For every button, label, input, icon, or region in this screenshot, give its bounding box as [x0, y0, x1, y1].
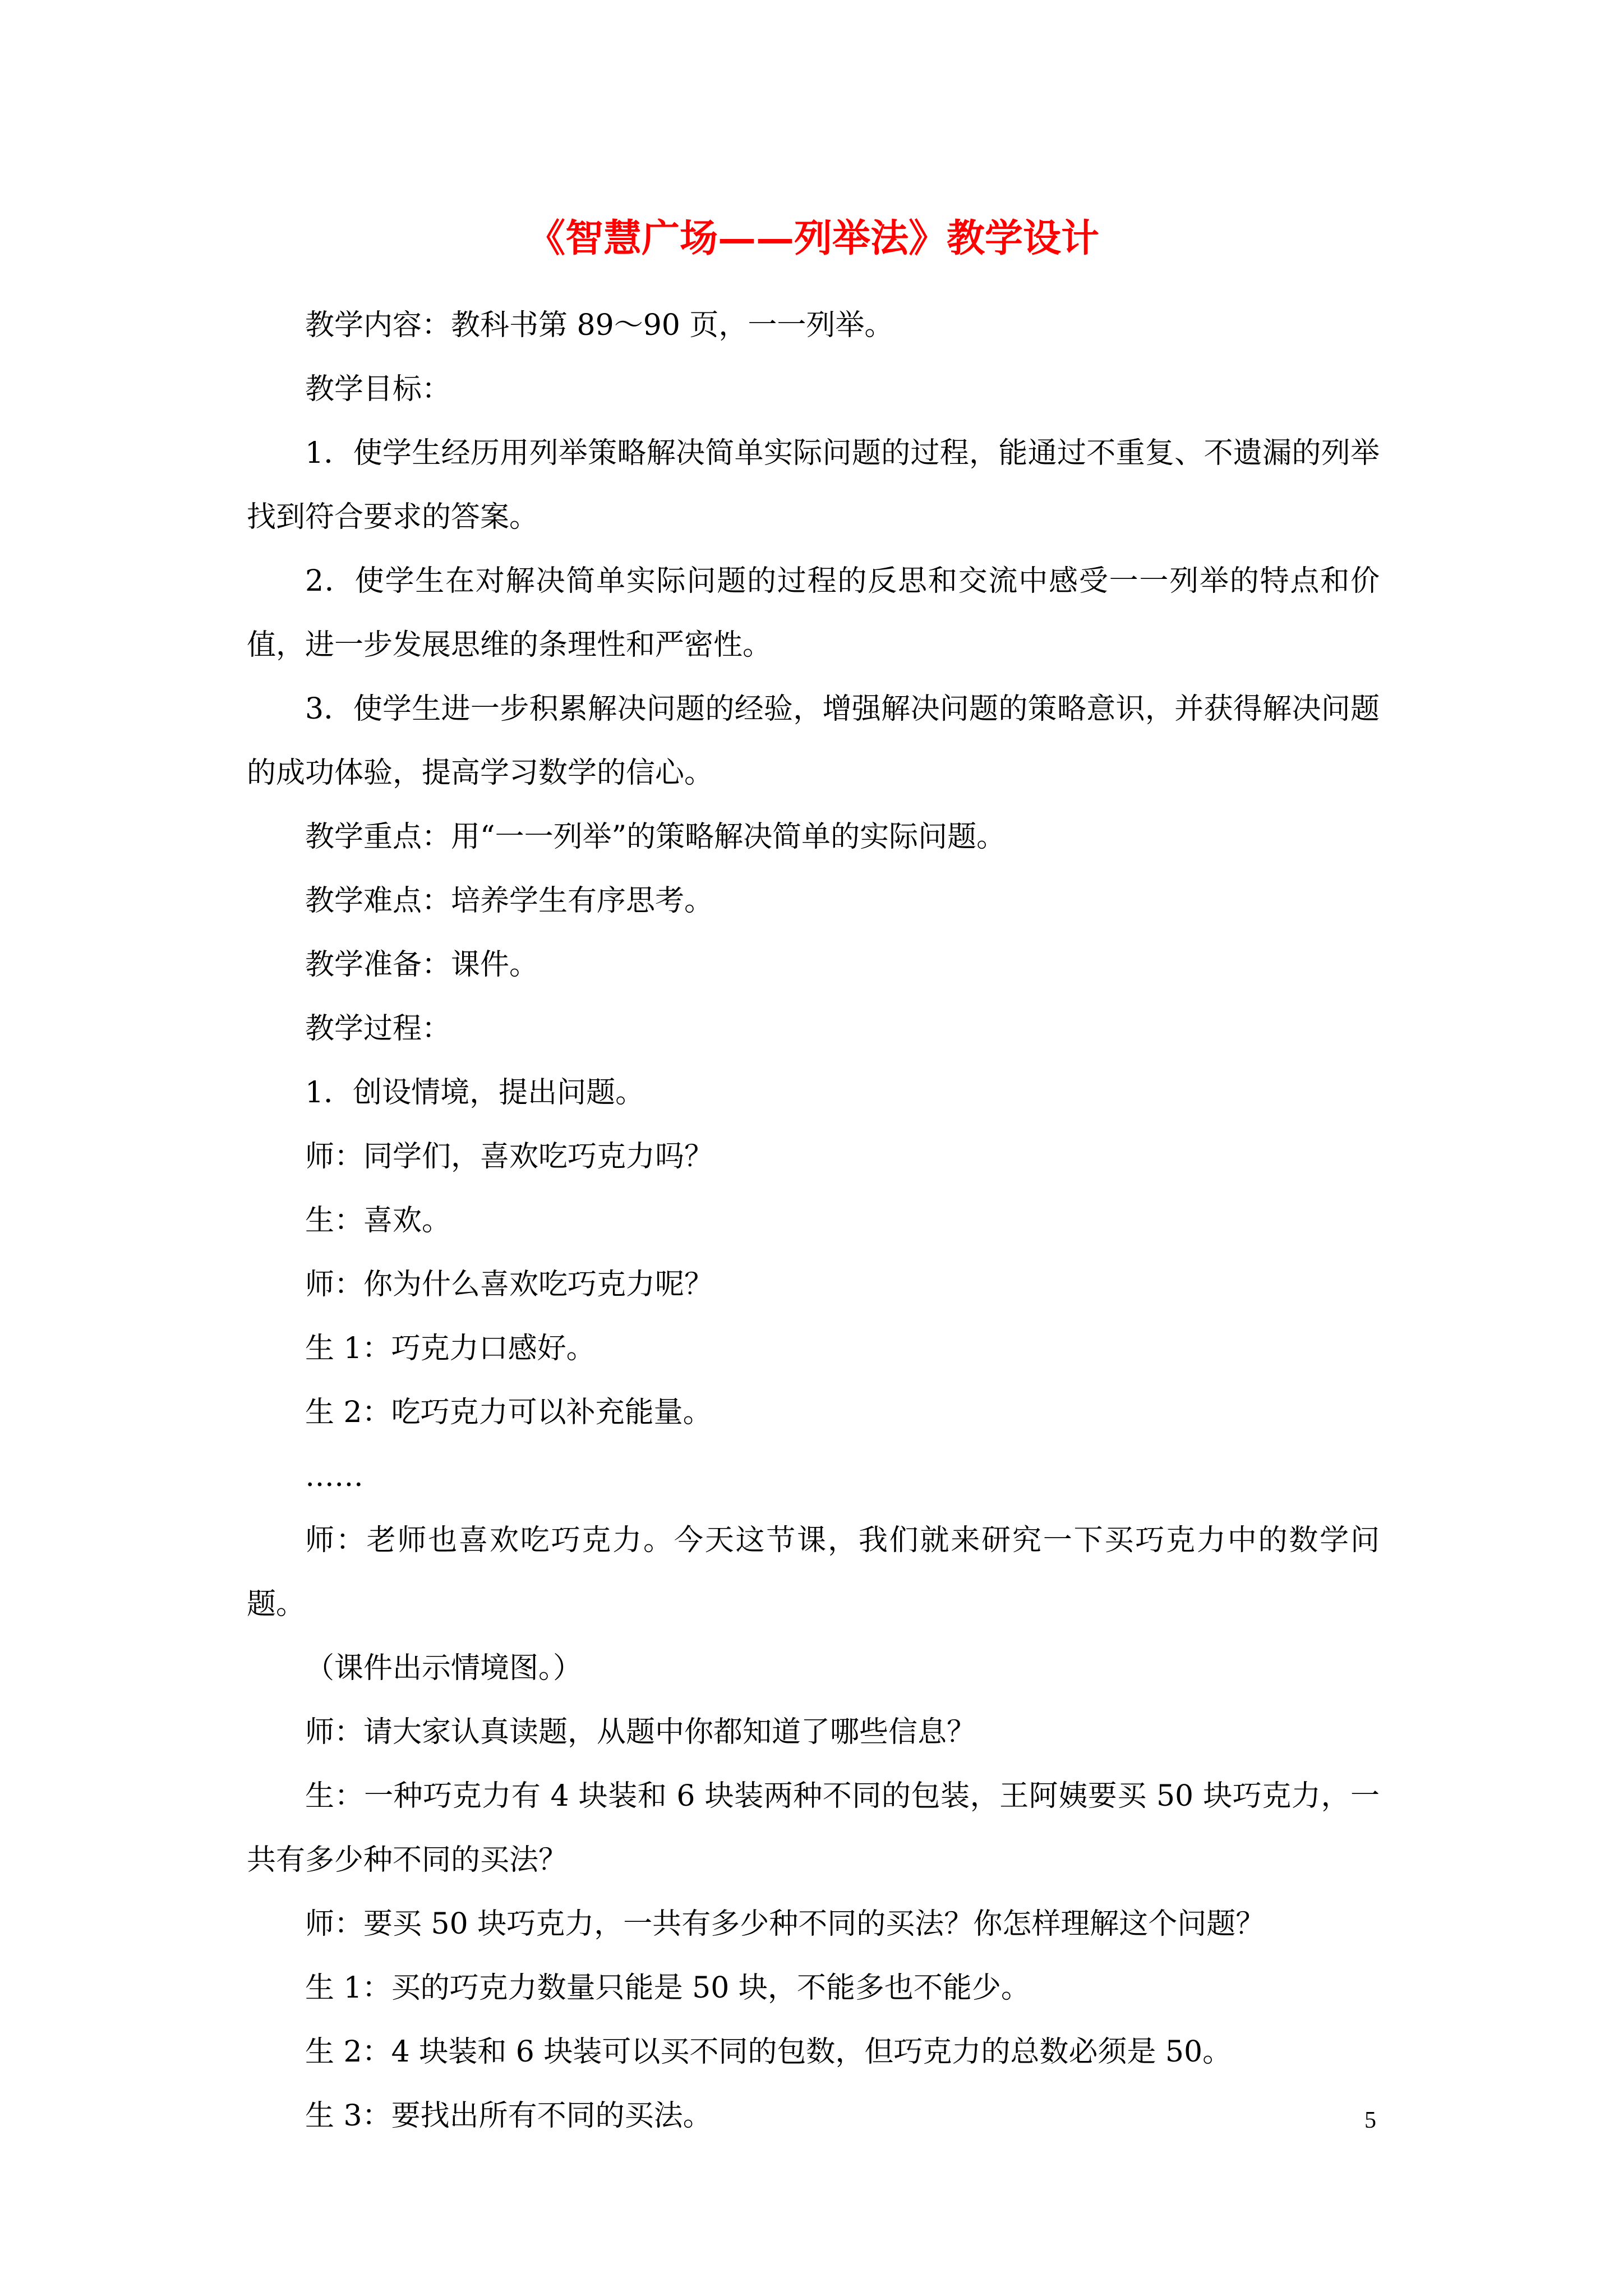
dialogue-line: 生：一种巧克力有 4 块装和 6 块装两种不同的包装，王阿姨要买 50 块巧克力，一共有多少种不同的买法？	[247, 1779, 1380, 1877]
ellipsis: ……	[305, 1460, 363, 1493]
dialogue-line: 师：要买 50 块巧克力，一共有多少种不同的买法？你怎样理解这个问题？	[305, 1907, 1265, 1941]
dialogue-line: 生 3：要找出所有不同的买法。	[305, 2099, 712, 2133]
dialogue-line: 生：喜欢。	[305, 1204, 451, 1237]
teaching-preparation: 教学准备：课件。	[305, 948, 539, 982]
page-number: 5	[1364, 2108, 1376, 2133]
dialogue-line: 师：同学们，喜欢吃巧克力吗？	[305, 1140, 714, 1174]
goal-2: 2．使学生在对解决简单实际问题的过程的反思和交流中感受一一列举的特点和价值，进一步发展思维的条理性和严密性。	[247, 564, 1380, 662]
document-body	[247, 293, 1380, 2148]
process-step-1: 1．创设情境，提出问题。	[305, 1076, 645, 1110]
teaching-content: 教学内容：教科书第 89～90 页，一一列举。	[305, 309, 894, 342]
dialogue-line: 师：老师也喜欢吃巧克力。今天这节课，我们就来研究一下买巧克力中的数学问题。	[247, 1524, 1380, 1621]
dialogue-line: 师：请大家认真读题，从题中你都知道了哪些信息？	[305, 1715, 976, 1749]
dialogue-line: 师：你为什么喜欢吃巧克力呢？	[305, 1268, 714, 1301]
teaching-goals-heading: 教学目标：	[305, 372, 451, 406]
dialogue-line: 生 1：买的巧克力数量只能是 50 块，不能多也不能少。	[305, 1971, 1030, 2005]
dialogue-line: 生 2：4 块装和 6 块装可以买不同的包数，但巧克力的总数必须是 50。	[305, 2035, 1232, 2069]
teaching-difficulty: 教学难点：培养学生有序思考。	[305, 884, 714, 918]
dialogue-line: 生 2：吃巧克力可以补充能量。	[305, 1396, 712, 1429]
courseware-note: （课件出示情境图。）	[305, 1651, 583, 1685]
goal-3: 3．使学生进一步积累解决问题的经验，增强解决问题的策略意识，并获得解决问题的成功体验，提高学习数学的信心。	[247, 692, 1380, 790]
teaching-focus: 教学重点：用“一一列举”的策略解决简单的实际问题。	[305, 820, 1006, 854]
dialogue-line: 生 1：巧克力口感好。	[305, 1332, 596, 1365]
document-title: 《智慧广场——列举法》教学设计	[527, 216, 1099, 261]
teaching-process-heading: 教学过程：	[305, 1012, 451, 1046]
goal-1: 1．使学生经历用列举策略解决简单实际问题的过程，能通过不重复、不遗漏的列举找到符合要求的答案。	[247, 436, 1380, 534]
